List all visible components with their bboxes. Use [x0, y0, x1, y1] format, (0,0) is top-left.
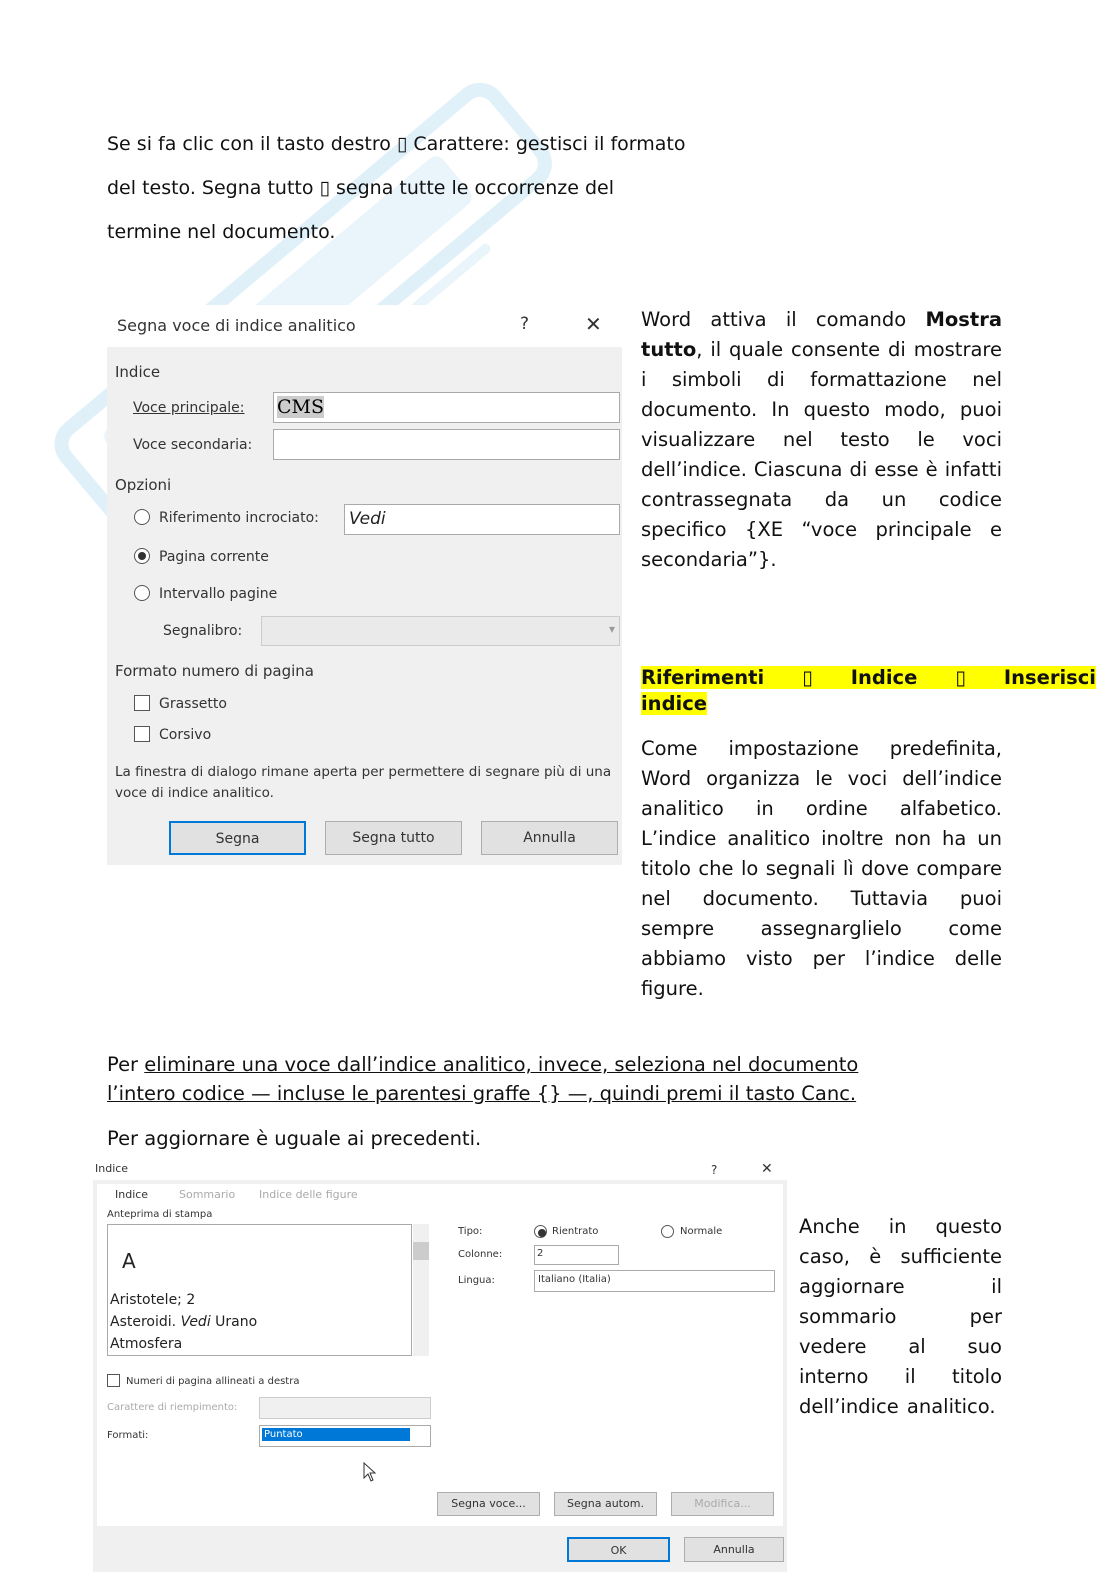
formats-label: Formati: [107, 1430, 149, 1441]
columns-stepper[interactable]: 2 [534, 1245, 619, 1265]
cross-reference-input[interactable]: Vedi [344, 504, 620, 535]
close-icon[interactable]: ✕ [761, 1161, 773, 1177]
heading-highlighted [641, 665, 1096, 717]
formats-value: Puntato [262, 1428, 410, 1441]
tab-figures[interactable]: Indice delle figure [259, 1188, 358, 1201]
underlined-text: eliminare una voce dall’indice analitico, invece, seleziona nel documento [144, 1053, 859, 1076]
italic-checkbox[interactable] [134, 726, 150, 742]
bold-text: Mostra tutto [641, 308, 1002, 361]
normal-label: Normale [680, 1226, 723, 1237]
close-icon[interactable]: ✕ [585, 312, 602, 336]
main-entry-label: Voce principale: [133, 400, 245, 416]
dialog-title: Segna voce di indice analitico [117, 316, 356, 335]
language-value: Italiano (Italia) [538, 1274, 611, 1285]
align-right-label: Numeri di pagina allineati a destra [126, 1376, 300, 1387]
preview-line [110, 1314, 257, 1330]
index-dialog [93, 1162, 787, 1572]
show-all-paragraph [641, 305, 1002, 575]
text: Asteroidi. [110, 1314, 181, 1330]
section-options: Opzioni [115, 476, 172, 494]
cross-reference-radio[interactable] [134, 509, 150, 525]
section-index: Indice [115, 363, 161, 381]
text: Per [107, 1053, 145, 1076]
update-paragraph: Anche in questo caso, è sufficiente aggiornare il sommario per vedere al suo interno il titolo dell’indice analitico. [799, 1215, 1002, 1418]
print-preview [107, 1224, 412, 1356]
intro-line-3: termine nel documento. [107, 221, 336, 243]
current-page-radio[interactable] [134, 548, 150, 564]
page-range-radio[interactable] [134, 585, 150, 601]
update-line: Per aggiornare è uguale ai precedenti. [107, 1127, 482, 1150]
page-range-label: Intervallo pagine [159, 586, 278, 602]
modify-button[interactable]: Modifica... [671, 1492, 774, 1516]
current-page-label: Pagina corrente [159, 549, 269, 565]
section-page-format: Formato numero di pagina [115, 662, 314, 680]
type-label: Tipo: [458, 1226, 483, 1237]
tab-index[interactable]: Indice [115, 1188, 149, 1201]
alphabetical-paragraph: Come impostazione predefinita, Word organizza le voci dell’indice analitico in ordine alfabetico. L’indice analitico inoltre non ha un titolo che lo segnali lì dove compare nel documento. Tuttavia puoi sempre assegnarglielo come abbiamo visto per l’indice delle figure. [641, 737, 1002, 1000]
italic-label: Corsivo [159, 727, 212, 743]
normal-radio[interactable] [661, 1225, 674, 1238]
columns-label: Colonne: [458, 1249, 503, 1260]
text: , il quale consente di mostrare i simboli di formattazione nel documento. In questo modo, puoi visualizzare nel testo le voci dell’indice. Ciascuna di esse è infatti contrassegnata da un codice specifico {XE “voce principale e secondaria”}. [641, 338, 1002, 571]
mouse-cursor-icon [363, 1462, 377, 1482]
sub-entry-input[interactable] [273, 429, 620, 460]
fill-char-select[interactable] [259, 1397, 431, 1419]
main-entry-value: CMS [277, 396, 325, 418]
preview-letter: A [122, 1249, 136, 1273]
indented-label: Rientrato [552, 1226, 599, 1237]
bold-label: Grassetto [159, 696, 227, 712]
mark-button[interactable]: Segna [169, 821, 306, 855]
language-select[interactable] [534, 1270, 775, 1292]
dialog-note: La finestra di dialogo rimane aperta per permettere di segnare più di una voce di indice analitico. [115, 764, 612, 801]
mark-entry-button[interactable]: Segna voce... [437, 1492, 540, 1516]
delete-line-1 [107, 1050, 858, 1079]
ok-button[interactable]: OK [567, 1537, 670, 1562]
mark-all-button[interactable]: Segna tutto [325, 821, 462, 855]
text: Urano [210, 1314, 258, 1330]
preview-label: Anteprima di stampa [107, 1209, 213, 1220]
sub-entry-label: Voce secondaria: [133, 437, 253, 453]
formats-select[interactable] [259, 1425, 431, 1447]
text: Vedi [180, 1314, 211, 1330]
bookmark-label: Segnalibro: [163, 623, 243, 639]
preview-line: Aristotele; 2 [110, 1292, 196, 1308]
indented-radio[interactable] [534, 1225, 547, 1238]
help-icon[interactable]: ? [711, 1163, 718, 1177]
chevron-down-icon: ▾ [608, 622, 615, 636]
text: Word attiva il comando [641, 308, 926, 331]
cross-reference-label: Riferimento incrociato: [159, 510, 319, 526]
language-label: Lingua: [458, 1275, 495, 1286]
automark-button[interactable]: Segna autom. [554, 1492, 657, 1516]
align-right-checkbox[interactable] [107, 1374, 120, 1387]
highlighted-heading: Riferimenti ▯ Indice ▯ Inserisci indice [641, 666, 1096, 715]
bookmark-select[interactable] [261, 616, 620, 646]
tab-toc[interactable]: Sommario [179, 1188, 236, 1201]
help-icon[interactable]: ? [520, 314, 530, 334]
intro-line-1: Se si fa clic con il tasto destro ▯ Carattere: gestisci il formato [107, 133, 686, 155]
delete-line-2: l’intero codice — incluse le parentesi graffe {} —, quindi premi il tasto Canc. [107, 1082, 857, 1105]
cancel-button[interactable]: Annulla [481, 821, 618, 855]
cancel-button[interactable]: Annulla [684, 1537, 784, 1562]
dialog-title: Indice [95, 1162, 129, 1175]
mark-index-entry-dialog [107, 305, 622, 865]
fill-char-label: Carattere di riempimento: [107, 1402, 238, 1413]
main-entry-input[interactable] [273, 392, 620, 423]
intro-line-2: del testo. Segna tutto ▯ segna tutte le occorrenze del [107, 177, 614, 199]
preview-line: Atmosfera [110, 1336, 183, 1352]
preview-scrollbar[interactable] [413, 1224, 429, 1356]
dialog-footer [93, 1526, 787, 1572]
bold-checkbox[interactable] [134, 695, 150, 711]
